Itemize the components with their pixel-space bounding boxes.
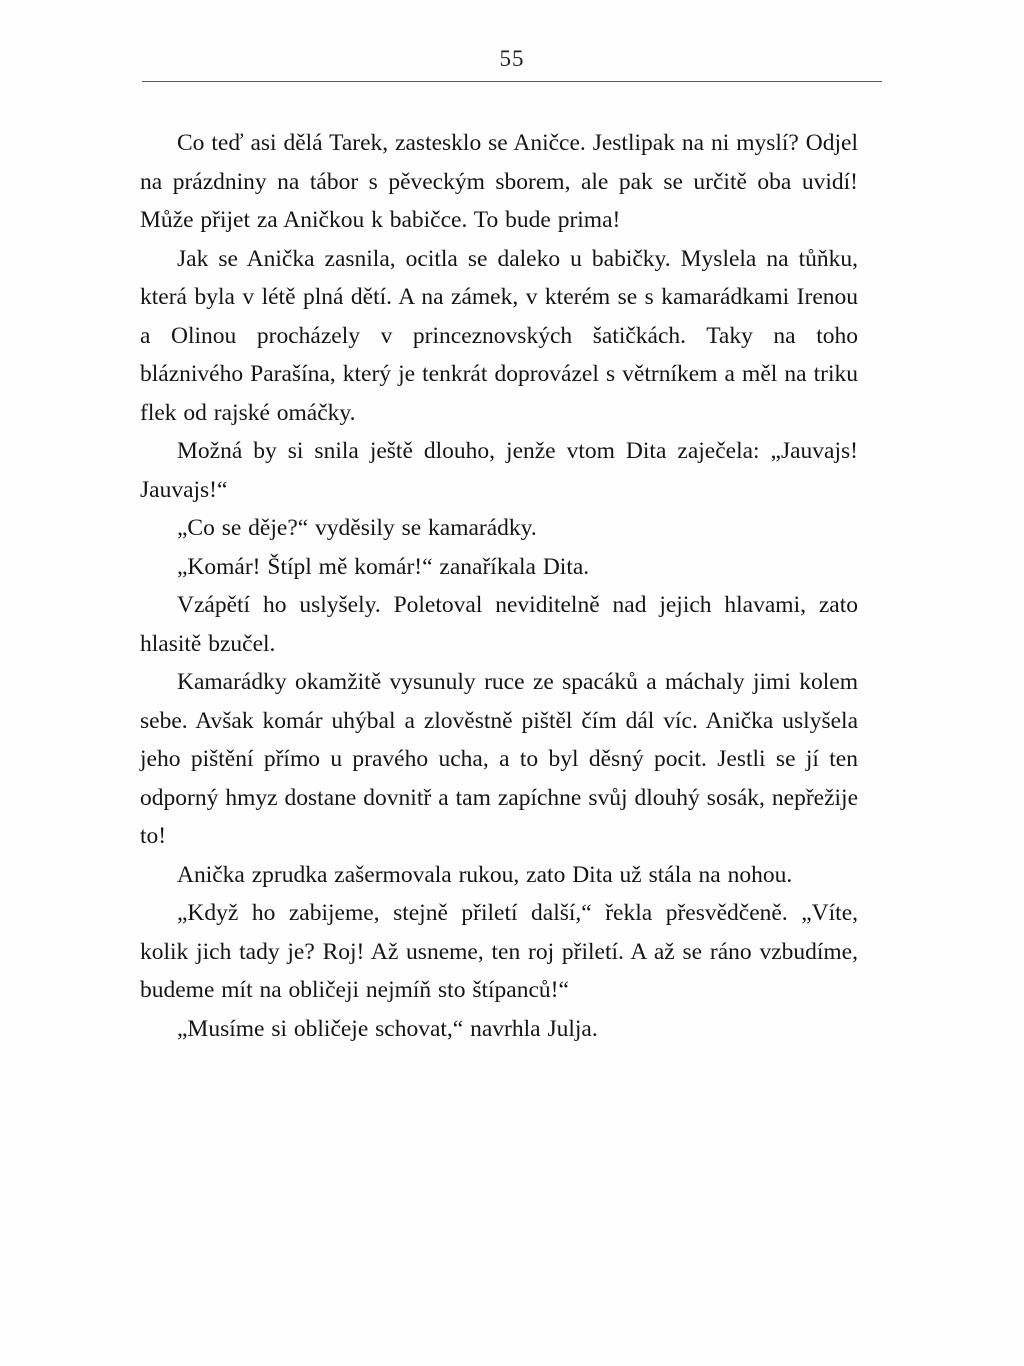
- paragraph: „Co se děje?“ vyděsily se kamarádky.: [177, 515, 537, 541]
- paragraph: Kamarádky okamžitě vysunuly ruce ze spacáků a máchaly jimi kolem sebe. Avšak komár uhýbal a zlověstně pištěl čím dál víc. Anička uslyšela jeho pištění přímo u pravého ucha, a to byl děsný pocit. Jestli se jí ten odporný hmyz dostane dovnitř a tam zapíchne svůj dlouhý sosák, nepřežije to!: [140, 669, 858, 849]
- paragraph: Jak se Anička zasnila, ocitla se daleko u babičky. Myslela na tůňku, která byla v létě plná dětí. A na zámek, v kterém se s kamarádkami Irenou a Olinou procházely v princeznovských šatičkách. Taky na toho bláznivého Parašína, který je tenkrát doprovázel s větrníkem a měl na triku flek od rajské omáčky.: [140, 245, 858, 426]
- paragraph: Anička zprudka zašermovala rukou, zato Dita už stála na nohou.: [177, 861, 793, 888]
- paragraph: „Komár! Štípl mě komár!“ zanaříkala Dita.: [177, 553, 590, 580]
- paragraph: Co teď asi dělá Tarek, zastesklo se Aničce. Jestlipak na ni myslí? Odjel na prázdniny na tábor s pěveckým sborem, ale pak se určitě oba uvidí! Může přijet za Aničkou k babičce. To bude prima!: [140, 130, 858, 233]
- header-rule: [142, 81, 882, 82]
- paragraph: Vzápětí ho uslyšely. Poletoval neviditelně nad jejich hlavami, zato hlasitě bzučel.: [140, 592, 858, 657]
- page-number: 55: [499, 46, 525, 71]
- paragraph: Možná by si snila ještě dlouho, jenže vtom Dita zaječela: „Jauvajs! Jauvajs!“: [140, 438, 858, 503]
- paragraph: „Když ho zabijeme, stejně přiletí další,“ řekla přesvědčeně. „Víte, kolik jich tady je? Roj! Až usneme, ten roj přiletí. A až se ráno vzbudíme, budeme mít na obličeji nejmíň sto štípanců!“: [140, 900, 858, 1003]
- page-header: [0, 0, 1024, 82]
- paragraph: „Musíme si obličeje schovat,“ navrhla Julja.: [177, 1015, 598, 1042]
- body-text: [140, 124, 858, 1048]
